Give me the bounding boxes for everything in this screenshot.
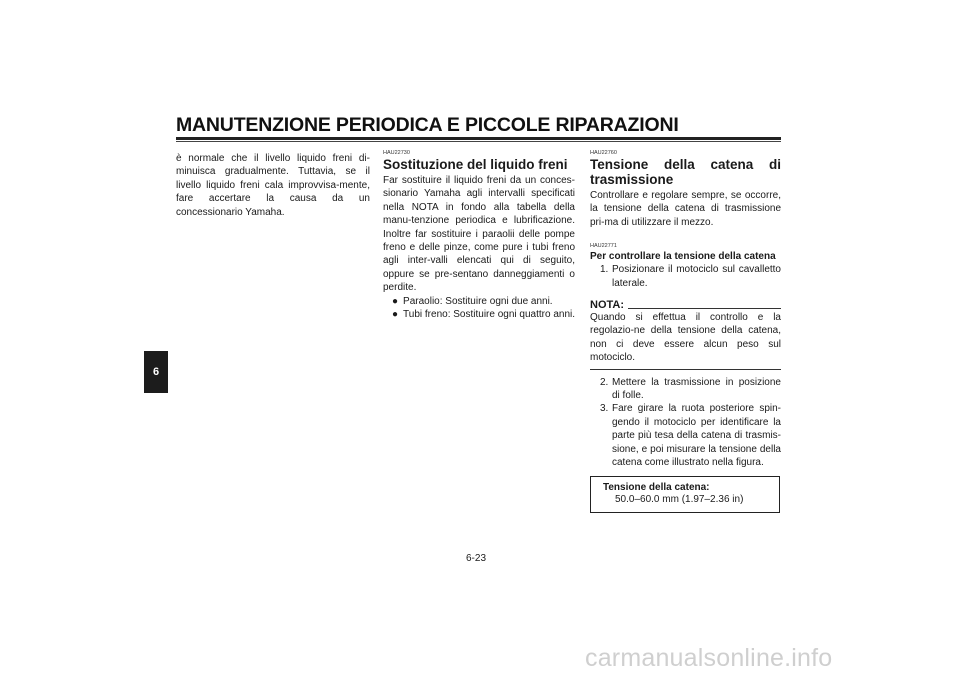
step-number: 1. xyxy=(600,264,609,276)
list-item-text: Tubi freno: Sostituire ogni quattro anni. xyxy=(403,309,575,321)
chain-intro-paragraph: Controllare e regolare sempre, se occorre, la tensione della catena di trasmissione pri-ma di utilizzare il mezzo. xyxy=(590,190,781,228)
header-rule xyxy=(176,137,781,140)
nota-label: NOTA: xyxy=(590,299,625,312)
step-number: 2. xyxy=(600,376,609,388)
nota-header xyxy=(590,299,781,311)
brake-fluid-level-paragraph: è normale che il livello liquido freni di-minuisca gradualmente. Tuttavia, se il livello liquido freni cala improvvisa-mente, fare accertare la causa da un concessionario Yamaha. xyxy=(176,153,370,218)
step-item xyxy=(590,263,781,290)
bullet-icon: ● xyxy=(392,309,399,321)
column-2 xyxy=(383,149,575,321)
header-rule-thin xyxy=(176,141,781,142)
section-code: HAU22771 xyxy=(590,243,617,250)
step-text: Mettere la trasmissione in posizione di folle. xyxy=(612,376,781,402)
page-number: 6-23 xyxy=(466,553,487,564)
watermark: carmanualsonline.info xyxy=(585,644,833,672)
step-text: Fare girare la ruota posteriore spin-gendo il motociclo per identificare la parte più tesa della catena di trasmis-sione, e poi misurare la tensione della catena come illustrato nella figura. xyxy=(612,403,781,469)
section-heading-chain-tension: Tensione della catena di trasmissione xyxy=(590,157,781,187)
page-title: MANUTENZIONE PERIODICA E PICCOLE RIPARAZIONI xyxy=(176,114,679,136)
list-item xyxy=(383,308,575,321)
chapter-tab: 6 xyxy=(144,351,168,393)
nota-end-rule xyxy=(590,369,781,370)
spec-box xyxy=(590,476,780,513)
bullet-icon: ● xyxy=(392,295,399,307)
brake-fluid-paragraph: Far sostituire il liquido freni da un conces-sionario Yamaha agli intervalli specificati nella NOTA in fondo alla tabella della manu-tenzione periodica e lubrificazione. Inoltre far sostituire i paraolii delle pompe freno e delle pinze, come pure i tubi freno agli inter-valli elencati qui di seguito, oppure se pre-sentano danneggiamenti o perdite. xyxy=(383,175,575,294)
section-code: HAU22760 xyxy=(590,150,617,156)
spec-label: Tensione della catena: xyxy=(603,481,710,493)
nota-rule xyxy=(628,308,781,309)
nota-text: Quando si effettua il controllo e la regolazio-ne della tensione della catena, non ci deve essere alcun peso sul motociclo. xyxy=(590,312,781,364)
step-text: Posizionare il motociclo sul cavalletto laterale. xyxy=(612,264,781,289)
spec-value: 50.0–60.0 mm (1.97–2.36 in) xyxy=(615,494,744,505)
list-item-text: Paraolio: Sostituire ogni due anni. xyxy=(403,295,553,307)
step-item xyxy=(590,402,781,469)
list-item xyxy=(383,295,575,308)
subheading-check-chain: Per controllare la tensione della catena xyxy=(590,251,776,263)
section-code: HAU22730 xyxy=(383,150,410,156)
step-number: 3. xyxy=(600,403,609,415)
step-item xyxy=(590,376,781,403)
column-1 xyxy=(176,152,370,219)
section-heading-brake-fluid: Sostituzione del liquido freni xyxy=(383,157,568,172)
column-3 xyxy=(590,149,781,513)
